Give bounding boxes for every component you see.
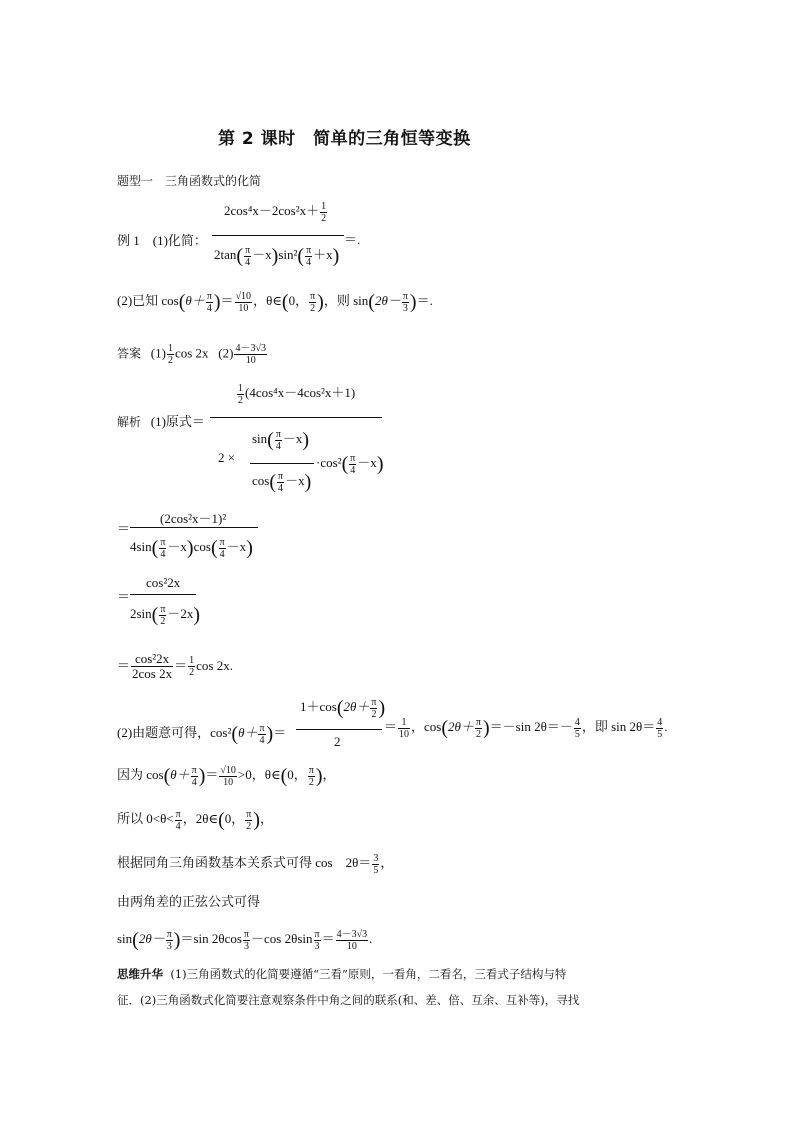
part2-line1-numerator: 1＋cos(2θ＋ $\frac{\pi}{2}$ ) bbox=[300, 696, 386, 720]
analysis-step1-den-prefix: 2 × bbox=[218, 450, 236, 465]
analysis-step3-num: cos²2x bbox=[146, 575, 181, 590]
analysis-step3-eq: ＝ bbox=[117, 589, 131, 604]
analysis-step2-den: 4sin( $\frac{\pi}{4}$ －x)cos( $\frac{\pi}{4}$ －x) bbox=[130, 536, 253, 560]
analysis-step2-eq: ＝ bbox=[117, 521, 131, 536]
example-numerator: 2cos⁴x－2cos²x＋ $\frac{1}{2}$ bbox=[224, 200, 327, 224]
analysis-step1-cos2: ·cos²( $\frac{\pi}{4}$ －x) bbox=[316, 452, 384, 476]
analysis-step1-inner-num: sin( $\frac{\pi}{4}$ －x) bbox=[252, 428, 310, 452]
example-tail: ＝. bbox=[344, 232, 361, 247]
part2-line5: 由两角差的正弦公式可得 bbox=[117, 894, 261, 909]
example-label: 例 1 (1)化简： bbox=[117, 233, 207, 248]
analysis-step1-inner-den: cos( $\frac{\pi}{4}$ －x) bbox=[252, 470, 312, 494]
example-fraction-bar bbox=[212, 235, 344, 236]
section-heading: 题型一 三角函数式的化简 bbox=[117, 174, 262, 188]
summary-line2: 征．(2)三角函数式化简要注意观察条件中角之间的联系(和、差、倍、互余、互补等)，寻找 bbox=[117, 993, 580, 1007]
example-denominator: 2tan( $\frac{\pi}{4}$ －x)sin²( $\frac{\pi}{4}$ ＋x) bbox=[214, 244, 340, 268]
part2-line1-bar bbox=[296, 729, 382, 730]
part2-line4: 根据同角三角函数基本关系式可得 cos 2θ＝ $\frac{3}{5}$ ， bbox=[117, 852, 394, 876]
analysis-step3-den: 2sin( $\frac{\pi}{2}$ －2x) bbox=[130, 603, 201, 627]
analysis-step1-inner-bar bbox=[250, 463, 314, 464]
page-title: 第 2 课时 简单的三角恒等变换 bbox=[218, 129, 471, 149]
part2-line6: sin(2θ－ $\frac{\pi}{3}$ )＝sin 2θcos $\frac{\pi}{3}$ －cos 2θsin $\frac{\pi}{3}$ ＝ $\frac{4-3√3}{10}$ . bbox=[117, 928, 373, 952]
part2-line1-rest: ＝ $\frac{1}{10}$ ，cos(2θ＋ $\frac{\pi}{2}$ )＝－sin 2θ＝－ $\frac{4}{5}$ ，即 sin 2θ＝ $\frac{4}{5}$ . bbox=[384, 716, 668, 740]
example-part2: (2)已知 cos(θ＋ $\frac{\pi}{4}$ )＝ $\frac{√10}{10}$ ，θ∈(0， $\frac{\pi}{2}$ )，则 sin(2θ－ $\frac{\pi}{3}$ )＝. bbox=[117, 290, 433, 314]
analysis-step3-bar bbox=[130, 594, 196, 595]
part2-line1-start: (2)由题意可得，cos²(θ＋ $\frac{\pi}{4}$ )＝ bbox=[117, 722, 287, 746]
analysis-step2-bar bbox=[130, 527, 258, 528]
analysis-step1-numerator: $\frac{1}{2}$ (4cos⁴x－4cos²x＋1) bbox=[238, 382, 356, 406]
summary-line1: 思维升华 (1)三角函数式的化简要遵循“三看”原则，一看角，二看名，三看式子结构与特 bbox=[117, 967, 567, 981]
answer-line: 答案 (1) $\frac{1}{2}$ cos 2x (2) $\frac{4-3√3}{10}$ bbox=[117, 343, 266, 366]
part2-line3: 所以 0<θ< $\frac{\pi}{4}$ ，2θ∈(0， $\frac{\pi}{2}$ )， bbox=[117, 808, 273, 832]
analysis-intro: 解析 (1)原式＝ bbox=[117, 414, 205, 429]
analysis-step1-bar bbox=[210, 417, 382, 418]
analysis-step2-num: (2cos²x－1)² bbox=[160, 511, 227, 526]
analysis-step4: ＝ $\frac{\text{cos²2x}}{2\cos 2x}$ ＝ $\frac{1}{2}$ cos 2x. bbox=[117, 651, 233, 682]
part2-line1-den: 2 bbox=[334, 734, 341, 749]
part2-line2: 因为 cos(θ＋ $\frac{\pi}{4}$ )＝ $\frac{√10}{10}$ >0，θ∈(0， $\frac{\pi}{2}$ )， bbox=[117, 764, 336, 788]
